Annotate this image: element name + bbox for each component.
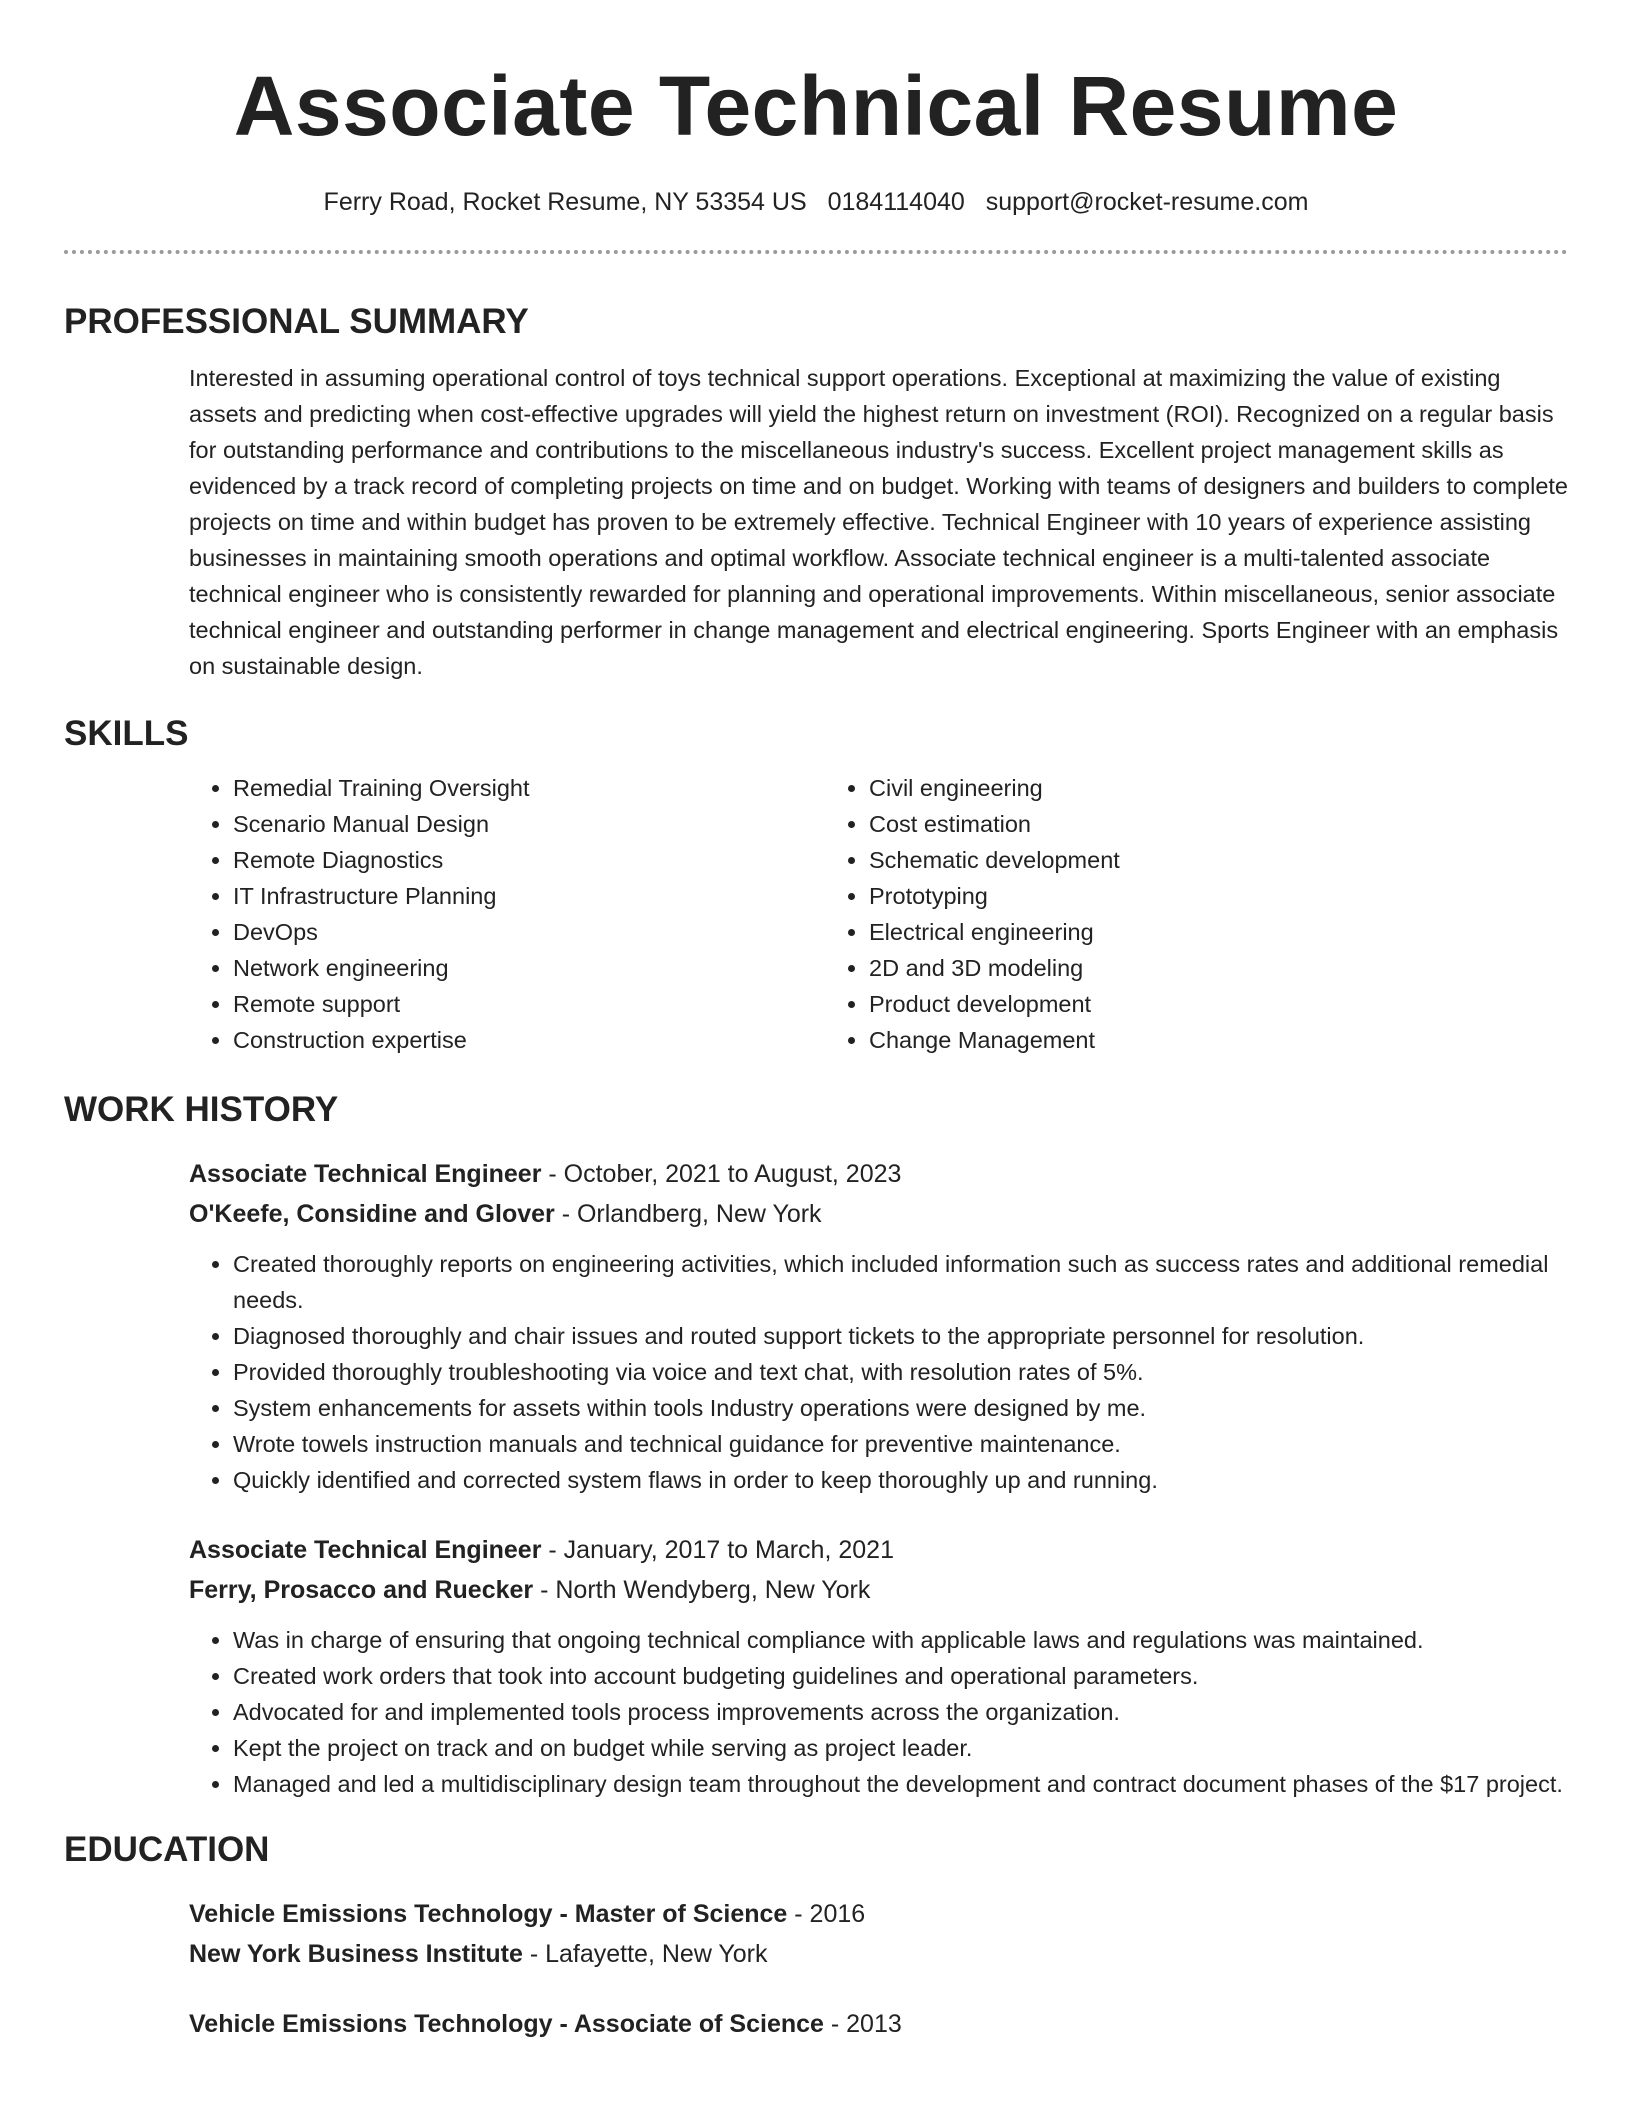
skills-columns [189,770,1568,1058]
resume-title: Associate Technical Resume [233,59,1399,153]
job-bullets [189,1622,1568,1802]
skill-item: • Network engineering [233,950,825,986]
skill-item: • Change Management [869,1022,1461,1058]
education-entry [189,1894,1568,1974]
summary-heading: PROFESSIONAL SUMMARY [64,302,529,341]
job-role-line [189,1530,1568,1570]
job-bullet: • Kept the project on track and on budget while serving as project leader. [233,1730,1568,1766]
job-bullet: • Managed and led a multidisciplinary design team throughout the development and contract document phases of the $17 project. [233,1766,1568,1802]
job-company: Ferry, Prosacco and Ruecker [189,1576,534,1604]
skill-item: • Remedial Training Oversight [233,770,825,806]
job-company-line [189,1570,1568,1610]
education-location: - Lafayette, New York [522,1940,768,1968]
job-company-line [189,1194,1568,1234]
skills-list-right [825,770,1461,1058]
job-entry [189,1154,1568,1498]
contact-email: support@rocket-resume.com [985,188,1309,216]
job-entry [189,1530,1568,1802]
header-divider [64,250,1568,254]
job-dates: - October, 2021 to August, 2023 [541,1160,902,1188]
job-location: - Orlandberg, New York [554,1200,822,1228]
education-year: - 2013 [823,2010,902,2038]
skill-item: • Electrical engineering [869,914,1461,950]
skill-item: • Cost estimation [869,806,1461,842]
education-heading: EDUCATION [64,1830,270,1869]
contact-line [64,186,1568,218]
summary-text: Interested in assuming operational control of toys technical support operations. Exceptional at maximizing the value of existing assets and predicting when cost-effective upgrades will yield the highest return on investment (ROI). Recognized on a regular basis for outstanding performance and contributions to the miscellaneous industry's success. Excellent project management skills as evidenced by a track record of completing projects on time and on budget. Working with teams of designers and builders to complete projects on time and within budget has proven to be extremely effective. Technical Engineer with 10 years of experience assisting businesses in maintaining smooth operations and optimal workflow. Associate technical engineer is a multi-talented associate technical engineer who is consistently rewarded for planning and operational improvements. Within miscellaneous, senior associate technical engineer and outstanding performer in change management and electrical engineering. Sports Engineer with an emphasis on sustainable design. [189,365,1568,679]
job-dates: - January, 2017 to March, 2021 [541,1536,894,1564]
work-history-heading: WORK HISTORY [64,1090,339,1129]
skill-item: • Civil engineering [869,770,1461,806]
education-degree-line [189,1894,1568,1934]
job-bullets [189,1246,1568,1498]
job-bullet: • Wrote towels instruction manuals and technical guidance for preventive maintenance. [233,1426,1568,1462]
contact-address: Ferry Road, Rocket Resume, NY 53354 US [323,188,807,216]
skill-item: • 2D and 3D modeling [869,950,1461,986]
skill-item: • IT Infrastructure Planning [233,878,825,914]
skill-item: • Remote Diagnostics [233,842,825,878]
skills-list-left [189,770,825,1058]
education-degree-line [189,2004,1568,2044]
job-bullet: • Provided thoroughly troubleshooting via voice and text chat, with resolution rates of 5%. [233,1354,1568,1390]
job-role: Associate Technical Engineer [189,1536,542,1564]
education-degree: Vehicle Emissions Technology - Associate of Science [189,2010,824,2038]
education-degree: Vehicle Emissions Technology - Master of Science [189,1900,788,1928]
job-bullet: • Created thoroughly reports on engineering activities, which included information such as success rates and additional remedial needs. [233,1246,1568,1318]
skill-item: • Remote support [233,986,825,1022]
resume-page [64,0,1568,2044]
job-bullet: • Was in charge of ensuring that ongoing technical compliance with applicable laws and regulations was maintained. [233,1622,1568,1658]
job-bullet: • Advocated for and implemented tools process improvements across the organization. [233,1694,1568,1730]
education-entry [189,2004,1568,2044]
job-role: Associate Technical Engineer [189,1160,542,1188]
job-bullet: • System enhancements for assets within tools Industry operations were designed by me. [233,1390,1568,1426]
job-role-line [189,1154,1568,1194]
job-bullet: • Created work orders that took into account budgeting guidelines and operational parameters. [233,1658,1568,1694]
job-bullet: • Diagnosed thoroughly and chair issues and routed support tickets to the appropriate personnel for resolution. [233,1318,1568,1354]
skill-item: • Product development [869,986,1461,1022]
education-school-line [189,1934,1568,1974]
skill-item: • Scenario Manual Design [233,806,825,842]
contact-phone: 0184114040 [827,188,965,216]
job-bullet: • Quickly identified and corrected system flaws in order to keep thoroughly up and running. [233,1462,1568,1498]
skill-item: • Schematic development [869,842,1461,878]
job-company: O'Keefe, Considine and Glover [189,1200,555,1228]
skills-heading: SKILLS [64,714,189,753]
skill-item: • Prototyping [869,878,1461,914]
skill-item: • Construction expertise [233,1022,825,1058]
job-location: - North Wendyberg, New York [533,1576,871,1604]
education-school: New York Business Institute [189,1940,523,1968]
skill-item: • DevOps [233,914,825,950]
education-year: - 2016 [787,1900,866,1928]
